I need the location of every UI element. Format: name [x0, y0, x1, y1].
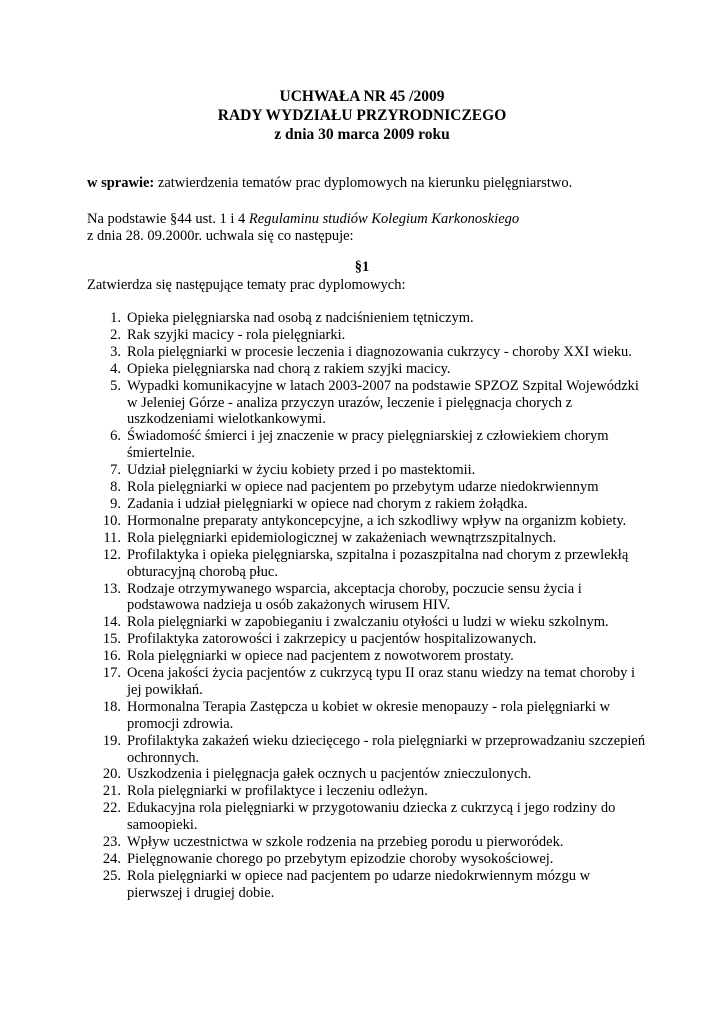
list-item-number: 13. [102, 580, 121, 597]
list-item-number: 3. [110, 343, 121, 360]
list-item-number: 5. [110, 377, 121, 394]
list-item-number: 11. [103, 529, 121, 546]
list-item [87, 851, 647, 868]
list-item-text: Pielęgnowanie chorego po przebytym epizodzie choroby wysokościowej. [127, 851, 554, 867]
list-item-text: Rola pielęgniarki epidemiologicznej w zakażeniach wewnątrzszpitalnych. [127, 529, 557, 546]
legal-basis-suffix: z dnia 28. 09.2000r. uchwala się co następuje: [87, 228, 354, 244]
list-item [87, 310, 647, 327]
resolution-date: z dnia 30 marca 2009 roku [274, 126, 450, 143]
regulation-title: Regulaminu studiów Kolegium Karkonoskiego [248, 211, 520, 227]
list-item-number: 21. [102, 783, 121, 800]
list-item-text: Udział pielęgniarki w życiu kobiety przed i po mastektomii. [127, 462, 476, 479]
section-mark: §1 [354, 259, 370, 275]
list-item-text: Rola pielęgniarki w zapobieganiu i zwalczaniu otyłości u ludzi w wieku szkolnym. [127, 614, 609, 631]
list-item [87, 530, 647, 547]
list-item-text: Rodzaje otrzymywanego wsparcia, akceptacja choroby, poczucie sensu życia i podstawowa nadzieja u osób zakażonych wirusem HIV. [127, 580, 582, 614]
list-item-text: Świadomość śmierci i jej znaczenie w pracy pielęgniarskiej z człowiekiem chorym śmiertelnie. [127, 428, 609, 462]
list-item-number: 23. [102, 834, 121, 851]
list-item-number: 10. [102, 512, 121, 529]
list-item [87, 648, 647, 665]
resolution-title [0, 87, 724, 144]
list-item-number: 22. [102, 800, 121, 817]
list-item [87, 614, 647, 631]
list-item [87, 699, 647, 733]
list-item [87, 344, 647, 361]
list-item-number: 20. [102, 766, 121, 783]
list-item-text: Hormonalna Terapia Zastępcza u kobiet w okresie menopauzy - rola pielęgniarki w promocji zdrowia. [127, 698, 611, 732]
list-item [87, 327, 647, 344]
list-item-number: 18. [102, 698, 121, 715]
list-item [87, 361, 647, 378]
list-item-text: Hormonalne preparaty antykoncepcyjne, a ich szkodliwy wpływ na organizm kobiety. [127, 512, 627, 529]
list-item-number: 8. [110, 479, 121, 496]
list-item [87, 513, 647, 530]
list-item-text: Rola pielęgniarki w opiece nad pacjentem z nowotworem prostaty. [127, 648, 514, 665]
list-item-number: 15. [102, 631, 121, 648]
list-item-number: 17. [102, 665, 121, 682]
list-item-text: Zadania i udział pielęgniarki w opiece nad chorym z rakiem żołądka. [127, 495, 528, 512]
list-item-text: Rola pielęgniarki w opiece nad pacjentem po przebytym udarze niedokrwiennym [127, 479, 599, 496]
legal-basis-line-1 [87, 211, 647, 228]
list-item [87, 378, 647, 429]
subject-label: w sprawie: [87, 175, 155, 191]
list-item-number: 19. [102, 732, 121, 749]
legal-basis-prefix: Na podstawie §44 ust. 1 i 4 [87, 211, 249, 227]
list-item-number: 2. [110, 326, 121, 343]
list-item-number: 1. [110, 310, 121, 326]
legal-basis [87, 211, 647, 245]
list-item-text: Profilaktyka i opieka pielęgniarska, szpitalna i pozaszpitalna nad chorym z przewlekłą obturacyjną chorobą płuc. [127, 546, 629, 580]
subject-line [87, 175, 647, 192]
list-item-text: Rola pielęgniarki w opiece nad pacjentem po udarze niedokrwiennym mózgu w pierwszej i drugiej dobie. [127, 867, 591, 901]
list-item [87, 868, 647, 902]
list-item-text: Wpływ uczestnictwa w szkole rodzenia na przebieg porodu u pierworódek. [127, 834, 564, 851]
list-item-number: 14. [102, 614, 121, 631]
thesis-topic-list [87, 310, 647, 902]
list-item-text: Profilaktyka zakażeń wieku dziecięcego - rola pielęgniarki w przeprowadzaniu szczepień ochronnych. [127, 732, 646, 766]
list-item-text: Rola pielęgniarki w procesie leczenia i diagnozowania cukrzycy - choroby XXI wieku. [127, 343, 632, 360]
list-item [87, 733, 647, 767]
resolution-number: UCHWAŁA NR 45 /2009 [279, 88, 445, 105]
list-item [87, 834, 647, 851]
list-item [87, 631, 647, 648]
list-item-text: Rak szyjki macicy - rola pielęgniarki. [127, 326, 346, 343]
list-item [87, 665, 647, 699]
list-item-number: 6. [110, 428, 121, 445]
list-item [87, 783, 647, 800]
list-item-text: Profilaktyka zatorowości i zakrzepicy u pacjentów hospitalizowanych. [127, 631, 537, 648]
list-item-number: 16. [102, 648, 121, 665]
list-item-text: Opieka pielęgniarska nad osobą z nadciśnieniem tętniczym. [127, 310, 474, 326]
list-item-number: 9. [110, 495, 121, 512]
list-item-text: Uszkodzenia i pielęgnacja gałek ocznych u pacjentów znieczulonych. [127, 766, 532, 783]
subject-text: zatwierdzenia tematów prac dyplomowych na kierunku pielęgniarstwo. [154, 175, 573, 191]
list-item [87, 479, 647, 496]
list-item-text: Rola pielęgniarki w profilaktyce i leczeniu odleżyn. [127, 783, 428, 800]
list-item-text: Opieka pielęgniarska nad chorą z rakiem szyjki macicy. [127, 360, 451, 377]
list-item-text: Ocena jakości życia pacjentów z cukrzycą typu II oraz stanu wiedzy na temat choroby i jej powikłań. [127, 665, 636, 698]
list-item-text: Wypadki komunikacyjne w latach 2003-2007 na podstawie SPZOZ Szpital Wojewódzki w Jeleniej Górze - analiza przyczyn urazów, leczenie i pielęgnacja chorych z uszkodzeniami wielotkankowymi. [127, 377, 639, 428]
list-item-number: 4. [110, 360, 121, 377]
section-intro: Zatwierdza się następujące tematy prac dyplomowych: [87, 277, 406, 293]
council-name: RADY WYDZIAŁU PRZYRODNICZEGO [217, 107, 507, 124]
list-item-text: Edukacyjna rola pielęgniarki w przygotowaniu dziecka z cukrzycą i jego rodziny do samoopieki. [127, 800, 616, 834]
list-item [87, 547, 647, 581]
list-item [87, 462, 647, 479]
list-item-number: 7. [110, 462, 121, 479]
list-item-number: 25. [102, 867, 121, 884]
list-item [87, 428, 647, 462]
list-item [87, 581, 647, 615]
list-item [87, 800, 647, 834]
list-item-number: 24. [102, 851, 121, 867]
list-item [87, 766, 647, 783]
list-item-number: 12. [102, 546, 121, 563]
list-item [87, 496, 647, 513]
